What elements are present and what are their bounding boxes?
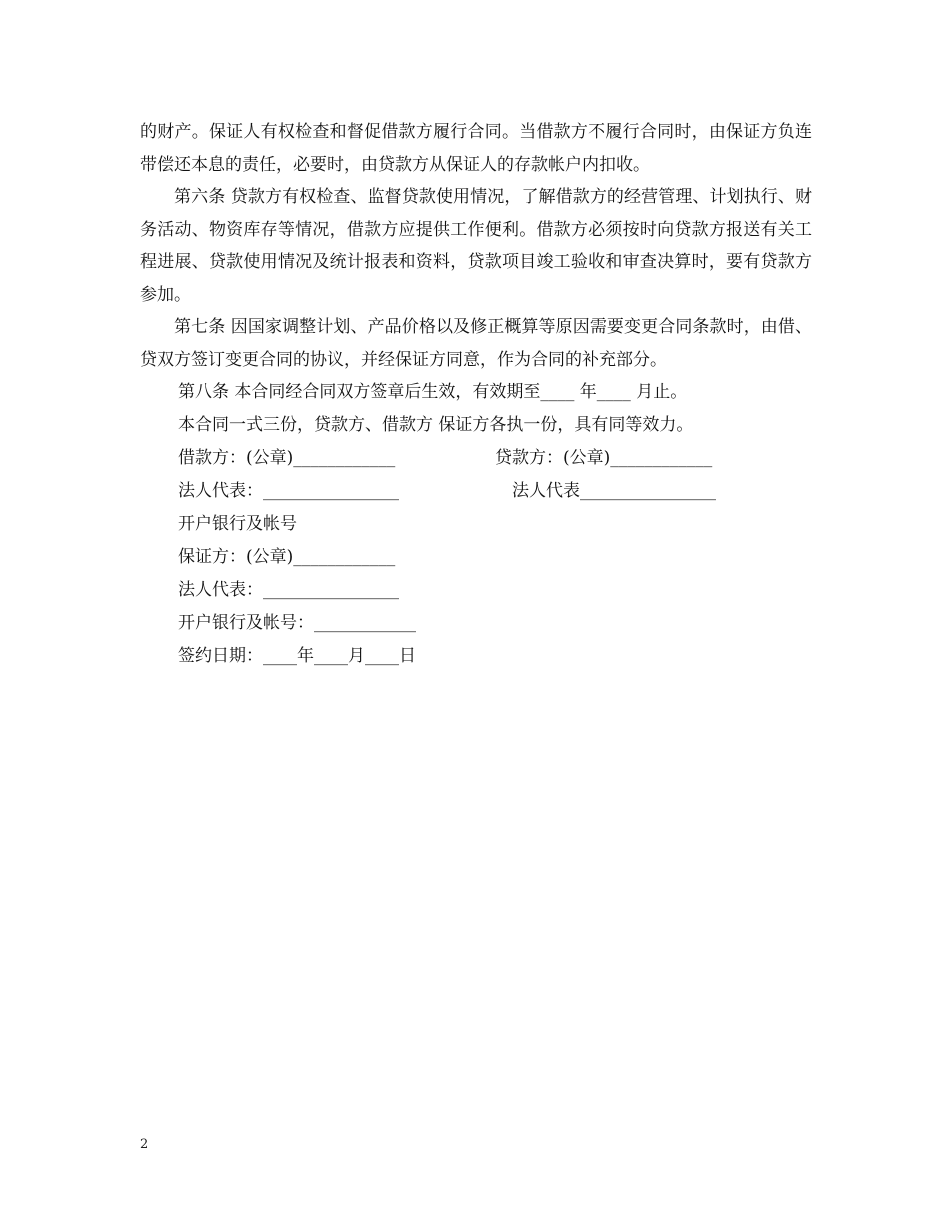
article-seven: 第七条 因国家调整计划、产品价格以及修正概算等原因需要变更合同条款时，由借、贷双方签订变更合同的协议，并经保证方同意，作为合同的补充部分。 xyxy=(140,317,812,370)
borrower-seal-field: 借款方：(公章)____________ xyxy=(178,448,396,468)
lender-representative-field: 法人代表________________ xyxy=(512,481,716,501)
seal-row xyxy=(140,442,812,475)
copies-clause: 本合同一式三份，贷款方、借款方 保证方各执一份，具有同等效力。 xyxy=(178,415,694,435)
lender-seal-field: 贷款方：(公章)____________ xyxy=(495,448,713,468)
page-number: 2 xyxy=(140,1137,149,1152)
representative-row xyxy=(140,475,812,508)
guarantor-representative-field: 法人代表：________________ xyxy=(178,580,399,600)
guarantor-seal-field: 保证方：(公章)____________ xyxy=(178,547,396,567)
paragraph-continuation: 的财产。保证人有权检查和督促借款方履行合同。当借款方不履行合同时，由保证方负连带偿还本息的责任，必要时，由贷款方从保证人的存款帐户内扣收。 xyxy=(140,122,812,175)
borrower-representative-field: 法人代表：________________ xyxy=(178,481,399,501)
guarantor-bank-account: 开户银行及帐号：____________ xyxy=(178,613,416,633)
borrower-bank-account: 开户银行及帐号 xyxy=(178,514,297,534)
document-body xyxy=(140,116,812,673)
article-six: 第六条 贷款方有权检查、监督贷款使用情况，了解借款方的经营管理、计划执行、财务活动、物资库存等情况，借款方应提供工作便利。借款方必须按时向贷款方报送有关工程进展、贷款使用情况及统计报表和资料，贷款项目竣工验收和审查决算时，要有贷款方参加。 xyxy=(140,187,812,305)
signing-date: 签约日期：____年____月____日 xyxy=(178,646,416,666)
article-eight: 第八条 本合同经合同双方签章后生效，有效期至____ 年____ 月止。 xyxy=(178,382,688,402)
